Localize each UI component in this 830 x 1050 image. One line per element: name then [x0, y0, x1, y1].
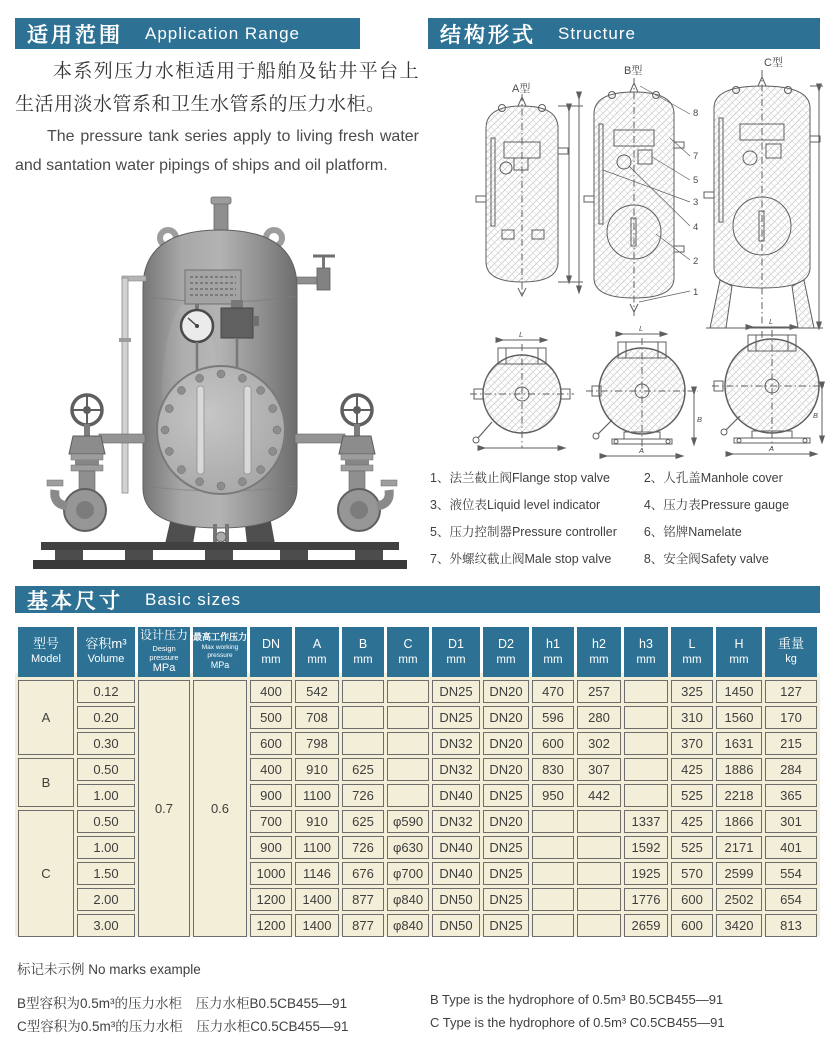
note-b-type-en: B Type is the hydrophore of 0.5m³ B0.5CB455—91: [430, 992, 724, 1007]
dim-cell: DN20: [483, 732, 529, 755]
dim-cell: 1337: [624, 810, 668, 833]
header-line: Max working pressure: [201, 644, 239, 660]
header-line: D2: [498, 637, 514, 652]
header-line: mm: [398, 653, 418, 666]
dim-cell: [577, 836, 621, 859]
dim-cell: 325: [671, 680, 713, 703]
dim-cell: [387, 706, 429, 729]
dim-cell: [532, 810, 574, 833]
dim-cell: 401: [765, 836, 817, 859]
dim-cell: 600: [671, 914, 713, 937]
dim-cell: φ630: [387, 836, 429, 859]
dim-cell: 542: [295, 680, 339, 703]
col-header-h1: [532, 627, 574, 677]
dim-cell: [387, 680, 429, 703]
structure-drawing: [428, 50, 825, 464]
dim-cell: [577, 862, 621, 885]
dim-cell: [624, 732, 668, 755]
application-range-paragraph-en: The pressure tank series apply to living fresh water and santation water pipings of ships and oil platform.: [15, 128, 419, 175]
liquid-level-indicator: [119, 276, 146, 493]
part-item-2: 2、人孔盖Manhole cover: [643, 471, 783, 485]
dim-cell: 442: [577, 784, 621, 807]
volume-cell: 0.30: [77, 732, 135, 755]
dim-cell: 1400: [295, 914, 339, 937]
part-item-6: 6、铭牌Namelate: [643, 525, 742, 539]
header-line: mm: [589, 653, 609, 666]
dim-cell: [532, 836, 574, 859]
callout-1: 1: [693, 287, 699, 298]
application-range-paragraph-zh: 本系列压力水柜适用于船舶及钻井平台上生活用淡水管系和卫生水管系的压力水柜。: [15, 61, 419, 115]
dim-cell: 370: [671, 732, 713, 755]
dim-label-b: B: [813, 411, 819, 420]
dim-cell: 1592: [624, 836, 668, 859]
structure-drawing-svg: [428, 50, 825, 464]
header-line: A: [312, 637, 322, 652]
header-line: mm: [543, 653, 563, 666]
col-header-model: [18, 627, 74, 677]
dim-cell: [387, 758, 429, 781]
dim-cell: DN40: [432, 836, 480, 859]
model-cell: C: [18, 810, 74, 937]
dim-cell: 280: [577, 706, 621, 729]
structure-title-en: Structure: [558, 23, 636, 43]
header-line: mm: [636, 653, 656, 666]
type-a-label: A型: [512, 83, 531, 95]
tank-photo-illustration: [25, 188, 415, 576]
volume-cell: 0.20: [77, 706, 135, 729]
basic-sizes-table-body: [18, 680, 817, 937]
dim-cell: 1776: [624, 888, 668, 911]
header-line: MPa: [210, 660, 230, 671]
product-photo: [25, 188, 415, 576]
dim-cell: 798: [295, 732, 339, 755]
dim-cell: DN32: [432, 732, 480, 755]
part-item-8: 8、安全阀Safety valve: [643, 552, 769, 566]
dim-cell: 1631: [716, 732, 762, 755]
dim-cell: 570: [671, 862, 713, 885]
safety-valve: [297, 256, 335, 290]
dim-cell: DN25: [483, 888, 529, 911]
dim-cell: DN50: [432, 888, 480, 911]
dim-cell: [624, 680, 668, 703]
header-line: L: [688, 637, 696, 652]
dim-cell: 1450: [716, 680, 762, 703]
part-item-4: 4、压力表Pressure gauge: [643, 498, 790, 512]
callout-4: 4: [693, 222, 699, 233]
note-c-type-zh: C型容积为0.5m³的压力水柜 压力水柜C0.5CB455—91: [17, 1019, 349, 1034]
volume-cell: 1.00: [77, 836, 135, 859]
dim-cell: DN20: [483, 758, 529, 781]
dim-cell: DN25: [432, 680, 480, 703]
col-header-c: [387, 627, 429, 677]
dim-cell: DN20: [483, 706, 529, 729]
nameplate: [185, 270, 241, 304]
header-line: 重量: [777, 636, 804, 652]
dim-cell: 654: [765, 888, 817, 911]
volume-cell: 0.50: [77, 810, 135, 833]
application-range-text: [15, 56, 419, 181]
dim-cell: 500: [250, 706, 292, 729]
part-item-3: 3、液位表Liquid level indicator: [430, 498, 601, 512]
dim-cell: 525: [671, 784, 713, 807]
dim-cell: 3420: [716, 914, 762, 937]
dim-cell: 726: [342, 784, 384, 807]
dim-cell: 2171: [716, 836, 762, 859]
dim-cell: 600: [671, 888, 713, 911]
dim-cell: [577, 810, 621, 833]
dim-cell: 554: [765, 862, 817, 885]
dim-cell: [532, 862, 574, 885]
dim-cell: [532, 914, 574, 937]
part-item-5: 5、压力控制器Pressure controller: [430, 525, 617, 539]
dim-label-l: L: [769, 317, 774, 326]
dim-cell: 596: [532, 706, 574, 729]
dim-cell: 1866: [716, 810, 762, 833]
dim-cell: 625: [342, 758, 384, 781]
dim-cell: [577, 914, 621, 937]
dim-cell: 170: [765, 706, 817, 729]
dim-cell: 950: [532, 784, 574, 807]
dim-cell: 830: [532, 758, 574, 781]
header-line: kg: [785, 653, 797, 666]
header-line: H: [734, 637, 744, 652]
dim-cell: 1100: [295, 836, 339, 859]
dim-cell: 708: [295, 706, 339, 729]
basic-sizes-header: [15, 586, 820, 613]
header-line: B: [358, 637, 368, 652]
dim-cell: DN32: [432, 758, 480, 781]
table-header-row: [18, 627, 817, 677]
structure-header: [428, 18, 820, 49]
dim-cell: DN25: [432, 706, 480, 729]
dim-cell: 127: [765, 680, 817, 703]
base-frame: [33, 542, 407, 569]
dim-label-a: A: [639, 446, 645, 455]
basic-sizes-title-zh: 基本尺寸: [27, 589, 123, 613]
model-cell: B: [18, 758, 74, 807]
dim-cell: [624, 706, 668, 729]
dim-cell: 1886: [716, 758, 762, 781]
dim-cell: [342, 680, 384, 703]
max-working-pressure-value-cell: 0.6: [193, 680, 247, 937]
col-header-d2: [483, 627, 529, 677]
header-line: mm: [353, 653, 373, 666]
table-row: [18, 680, 817, 703]
dim-cell: 676: [342, 862, 384, 885]
top-view-a: [470, 340, 574, 448]
dim-cell: 425: [671, 810, 713, 833]
dim-cell: 726: [342, 836, 384, 859]
header-line: mm: [446, 653, 466, 666]
col-header-l: [671, 627, 713, 677]
dim-cell: 400: [250, 680, 292, 703]
dim-cell: 813: [765, 914, 817, 937]
dim-cell: 1200: [250, 914, 292, 937]
header-line: 设计压力: [139, 628, 188, 642]
dim-cell: 2502: [716, 888, 762, 911]
left-branch-pipe: [99, 434, 145, 443]
dim-cell: 301: [765, 810, 817, 833]
type-c-front-view: [704, 70, 823, 340]
dim-cell: 2599: [716, 862, 762, 885]
dim-cell: DN40: [432, 784, 480, 807]
col-header-dn: [250, 627, 292, 677]
col-header-weight: [765, 627, 817, 677]
dim-cell: [624, 758, 668, 781]
parts-list: [430, 468, 826, 567]
volume-cell: 1.50: [77, 862, 135, 885]
dim-cell: [624, 784, 668, 807]
model-cell: A: [18, 680, 74, 755]
dim-cell: φ840: [387, 914, 429, 937]
application-range-title-zh: 适用范围: [27, 23, 123, 47]
dim-label-l: L: [639, 324, 644, 333]
col-header-a: [295, 627, 339, 677]
dim-cell: φ590: [387, 810, 429, 833]
no-marks-note: 标记未示例 No marks example: [17, 962, 201, 977]
dim-cell: [342, 706, 384, 729]
structure-title-zh: 结构形式: [440, 23, 536, 47]
right-valve-assembly: [338, 395, 397, 531]
header-line: 型号: [32, 636, 59, 652]
dim-cell: 1400: [295, 888, 339, 911]
basic-sizes-table: [15, 624, 820, 940]
dim-cell: 600: [250, 732, 292, 755]
volume-cell: 2.00: [77, 888, 135, 911]
dim-label-l: L: [519, 330, 524, 339]
dim-cell: 215: [765, 732, 817, 755]
dim-cell: 625: [342, 810, 384, 833]
dim-label-b: B: [697, 415, 703, 424]
dim-cell: 2659: [624, 914, 668, 937]
header-line: C: [403, 637, 413, 652]
note-c-type-en: C Type is the hydrophore of 0.5m³ C0.5CB455—91: [430, 1015, 725, 1030]
basic-sizes-title-en: Basic sizes: [145, 589, 242, 609]
dim-cell: φ700: [387, 862, 429, 885]
header-line: DN: [261, 637, 281, 652]
dim-cell: [532, 888, 574, 911]
dim-cell: 257: [577, 680, 621, 703]
col-header-h2: [577, 627, 621, 677]
header-line: Model: [31, 653, 61, 666]
dim-cell: [342, 732, 384, 755]
part-item-1: 1、法兰截止阀Flange stop valve: [430, 471, 610, 485]
dim-cell: 302: [577, 732, 621, 755]
volume-cell: 0.12: [77, 680, 135, 703]
dim-cell: 877: [342, 888, 384, 911]
header-line: mm: [261, 653, 281, 666]
dim-cell: 307: [577, 758, 621, 781]
part-item-7: 7、外螺纹截止阀Male stop valve: [430, 552, 612, 566]
dim-cell: 1000: [250, 862, 292, 885]
dim-cell: 400: [250, 758, 292, 781]
dim-cell: [387, 732, 429, 755]
dim-cell: 310: [671, 706, 713, 729]
header-line: Volume: [87, 653, 125, 666]
col-header-h: [716, 627, 762, 677]
dim-cell: 900: [250, 784, 292, 807]
right-branch-pipe: [295, 434, 345, 443]
header-line: 最高工作压力: [193, 632, 248, 643]
col-header-volume: [77, 627, 135, 677]
type-b-front-view: [584, 78, 690, 316]
col-header-h3: [624, 627, 668, 677]
dim-cell: 1100: [295, 784, 339, 807]
header-line: h3: [639, 637, 653, 652]
dim-cell: 700: [250, 810, 292, 833]
dim-cell: 2218: [716, 784, 762, 807]
note-b-type-zh: B型容积为0.5m³的压力水柜 压力水柜B0.5CB455—91: [17, 996, 348, 1011]
dim-cell: DN20: [483, 810, 529, 833]
dim-cell: DN50: [432, 914, 480, 937]
dim-cell: DN25: [483, 862, 529, 885]
dim-cell: 525: [671, 836, 713, 859]
header-line: 容积m³: [85, 636, 127, 652]
volume-cell: 1.00: [77, 784, 135, 807]
dim-cell: 470: [532, 680, 574, 703]
type-b-label: B型: [624, 65, 643, 77]
type-c-label: C型: [764, 57, 783, 69]
header-line: Design pressure: [149, 643, 179, 662]
dim-cell: DN25: [483, 836, 529, 859]
callout-7: 7: [693, 151, 699, 162]
dim-label-a: A: [769, 444, 775, 453]
dim-cell: 284: [765, 758, 817, 781]
dim-cell: DN25: [483, 914, 529, 937]
top-view-b: [586, 334, 698, 456]
header-line: h1: [546, 637, 560, 652]
header-line: D1: [448, 637, 464, 652]
dim-cell: 1925: [624, 862, 668, 885]
volume-cell: 0.50: [77, 758, 135, 781]
dim-cell: 877: [342, 914, 384, 937]
header-line: mm: [729, 653, 749, 666]
dim-cell: 1200: [250, 888, 292, 911]
volume-cell: 3.00: [77, 914, 135, 937]
callout-2: 2: [693, 256, 699, 267]
callout-3: 3: [693, 197, 699, 208]
type-a-front-view: [476, 94, 583, 296]
design-pressure-value-cell: 0.7: [138, 680, 190, 937]
dim-cell: 1146: [295, 862, 339, 885]
dim-cell: DN25: [483, 784, 529, 807]
callout-5: 5: [693, 175, 699, 186]
col-header-b: [342, 627, 384, 677]
top-view-c: [712, 327, 824, 454]
col-header-max-working-pressure: [193, 627, 247, 677]
top-nozzle: [211, 197, 231, 230]
col-header-design-pressure: [138, 627, 190, 677]
header-line: mm: [496, 653, 516, 666]
dim-cell: [577, 888, 621, 911]
application-range-title-en: Application Range: [145, 23, 300, 43]
header-line: MPa: [152, 662, 176, 675]
dim-cell: DN32: [432, 810, 480, 833]
header-line: mm: [307, 653, 327, 666]
col-header-d1: [432, 627, 480, 677]
dim-cell: [387, 784, 429, 807]
dim-cell: 600: [532, 732, 574, 755]
left-valve-assembly: [47, 395, 106, 531]
header-line: h2: [592, 637, 606, 652]
dim-cell: 365: [765, 784, 817, 807]
dim-cell: DN40: [432, 862, 480, 885]
callout-8: 8: [693, 108, 699, 119]
header-line: mm: [682, 653, 702, 666]
dim-cell: 900: [250, 836, 292, 859]
dim-cell: 910: [295, 758, 339, 781]
dim-cell: DN20: [483, 680, 529, 703]
dim-cell: φ840: [387, 888, 429, 911]
application-range-header: [15, 18, 360, 49]
dim-cell: 425: [671, 758, 713, 781]
dim-cell: 1560: [716, 706, 762, 729]
manhole-cover: [157, 366, 285, 494]
dim-cell: 910: [295, 810, 339, 833]
